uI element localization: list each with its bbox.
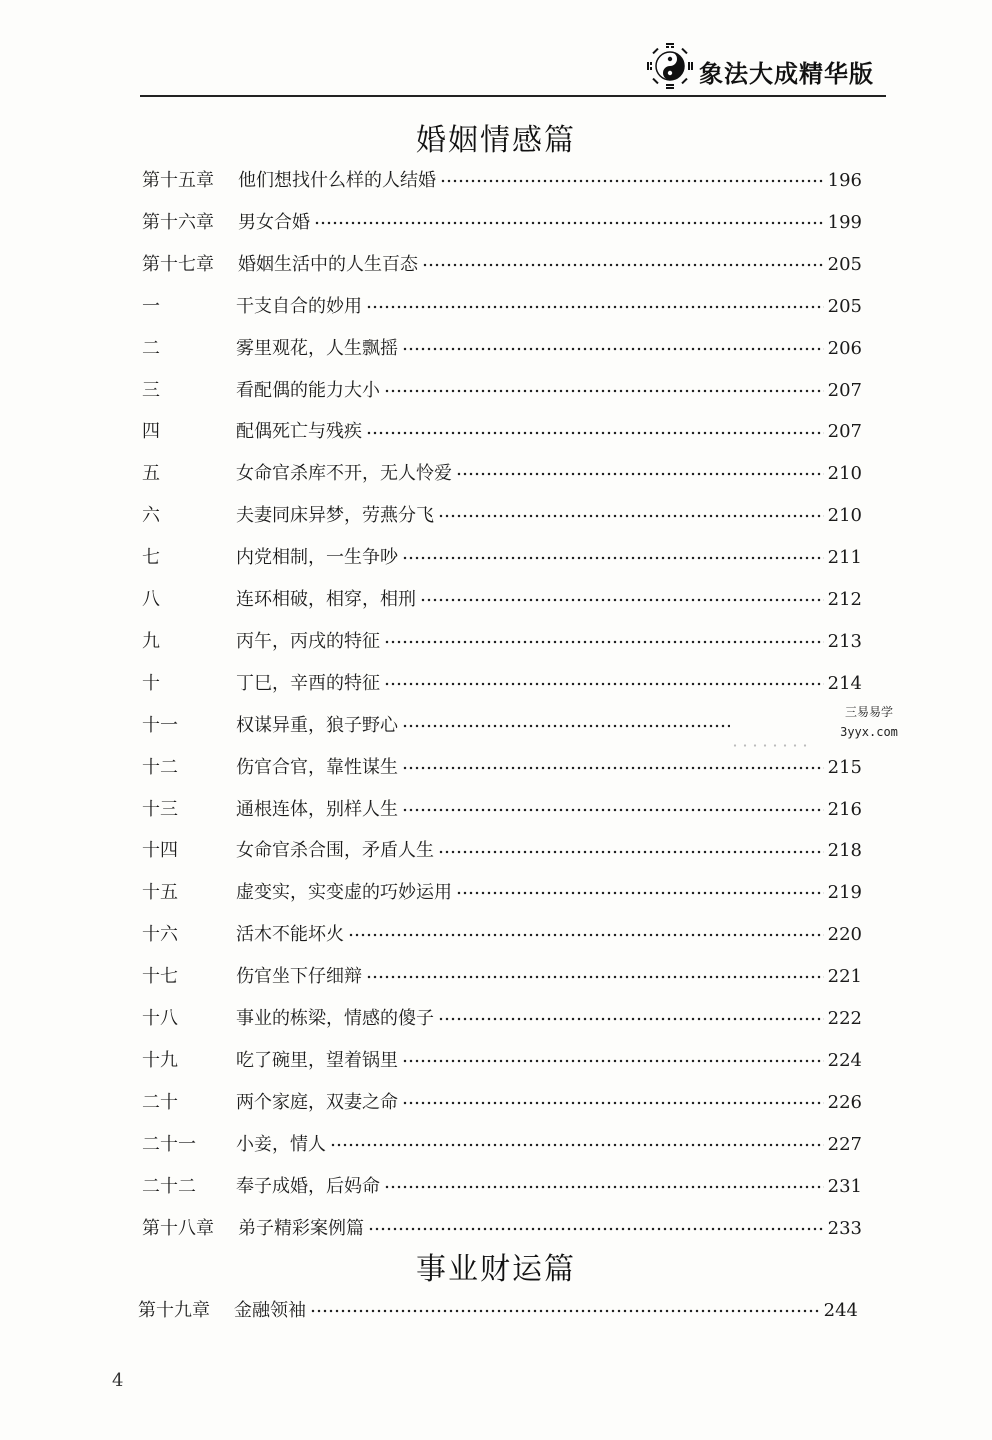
toc-number: 十五	[142, 882, 178, 904]
toc-page-number: 206	[827, 337, 862, 359]
toc-leader-dots	[402, 755, 824, 773]
yin-yang-bagua-icon	[646, 42, 694, 90]
toc-leader-dots	[402, 1090, 824, 1108]
toc-title: 婚姻生活中的人生百态	[238, 253, 418, 275]
toc-number: 第十九章	[138, 1300, 210, 1321]
toc-title: 丙午，丙戌的特征	[236, 630, 380, 652]
toc-page-number: 215	[827, 756, 862, 778]
toc-number: 四	[142, 421, 160, 443]
watermark-dots	[730, 744, 810, 747]
toc-item-row[interactable]	[142, 501, 862, 531]
toc-number: 第十六章	[142, 211, 214, 233]
toc-leader-dots	[348, 922, 824, 940]
toc-title: 活木不能坏火	[236, 924, 344, 946]
toc-page-number: 216	[827, 798, 862, 820]
toc-item-row[interactable]	[142, 1088, 862, 1118]
toc-page-number: 233	[827, 1217, 862, 1239]
toc-page-number: 212	[827, 589, 862, 610]
toc-title: 看配偶的能力大小	[236, 379, 380, 401]
toc-page-number: 210	[827, 505, 862, 527]
toc-page-number: 224	[827, 1049, 862, 1071]
toc-number: 十九	[142, 1049, 178, 1071]
toc-item-row[interactable]	[142, 1172, 862, 1202]
toc-chapter-row[interactable]	[142, 208, 862, 238]
toc-leader-dots	[310, 1298, 820, 1316]
toc-leader-dots	[384, 378, 824, 396]
toc-chapter-row[interactable]	[142, 166, 862, 196]
toc-page-number: 222	[827, 1008, 862, 1029]
toc-number: 一	[142, 295, 160, 317]
toc-title: 小妾，情人	[236, 1133, 326, 1155]
section-title: 婚姻情感篇	[416, 123, 576, 158]
toc-page-number: 244	[823, 1300, 858, 1321]
toc-leader-dots	[422, 252, 824, 270]
header-rule	[140, 95, 886, 97]
toc-page-number: 218	[827, 840, 862, 862]
toc-number: 二十二	[142, 1175, 196, 1197]
toc-title: 内党相制，一生争吵	[236, 547, 398, 569]
toc-title: 女命官杀合围，矛盾人生	[236, 840, 434, 862]
section-title: 事业财运篇	[416, 1252, 576, 1287]
toc-chapter-row[interactable]	[142, 1214, 862, 1244]
toc-item-row[interactable]	[142, 753, 862, 783]
toc-item-row[interactable]	[142, 878, 862, 908]
toc-item-row[interactable]	[142, 334, 862, 364]
toc-title: 丁巳，辛酉的特征	[236, 672, 380, 694]
toc-page-number: 196	[827, 170, 862, 191]
toc-leader-dots	[440, 168, 824, 186]
toc-number: 十	[142, 672, 160, 694]
toc-title: 奉子成婚，后妈命	[236, 1175, 380, 1197]
toc-page-number: 213	[827, 630, 862, 652]
toc-item-row[interactable]	[142, 627, 862, 657]
toc-title: 吃了碗里，望着锅里	[236, 1049, 398, 1071]
toc-leader-dots	[402, 797, 824, 815]
toc-title: 干支自合的妙用	[236, 295, 362, 317]
toc-number: 十七	[142, 966, 178, 988]
toc-number: 第十七章	[142, 253, 214, 275]
watermark-line: 三易易学	[844, 705, 893, 719]
toc-title: 连环相破，相穿，相刑	[236, 589, 416, 610]
toc-page-number: 205	[827, 295, 862, 317]
toc-page-number: 226	[827, 1091, 862, 1113]
toc-page-number: 214	[827, 672, 862, 694]
toc-item-row[interactable]	[142, 292, 862, 322]
toc-item-row[interactable]	[142, 459, 862, 489]
toc-number: 第十八章	[142, 1217, 214, 1239]
toc-leader-dots	[438, 838, 824, 856]
book-title: 象法大成精华版	[699, 60, 874, 88]
toc-page-number: 207	[827, 379, 862, 401]
toc-page-number: 211	[827, 547, 862, 569]
toc-title: 通根连体，别样人生	[236, 798, 398, 820]
toc-number: 十一	[142, 714, 178, 736]
toc-leader-dots	[384, 629, 824, 647]
toc-page-number: 199	[827, 211, 862, 233]
toc-leader-dots	[368, 1216, 824, 1234]
toc-item-row[interactable]	[142, 1130, 862, 1160]
toc-number: 十二	[142, 756, 178, 778]
toc-leader-dots	[438, 1006, 824, 1024]
toc-item-row[interactable]	[142, 543, 862, 573]
toc-number: 十六	[142, 924, 178, 946]
toc-title: 雾里观花，人生飘摇	[236, 337, 398, 359]
toc-leader-dots	[384, 1174, 824, 1192]
toc-page-number: 220	[827, 924, 862, 946]
toc-number: 十四	[142, 840, 178, 862]
toc-item-row[interactable]	[142, 376, 862, 406]
toc-number: 六	[142, 505, 160, 527]
toc-leader-dots	[420, 587, 824, 605]
toc-item-row[interactable]	[142, 962, 862, 992]
toc-leader-dots	[402, 336, 824, 354]
toc-title: 伤官合官，靠性谋生	[236, 756, 398, 778]
toc-number: 二	[142, 337, 160, 359]
toc-item-row[interactable]	[142, 920, 862, 950]
toc-title: 男女合婚	[238, 211, 310, 233]
toc-item-row[interactable]	[142, 669, 862, 699]
toc-item-row[interactable]	[142, 836, 862, 866]
site-watermark	[824, 702, 914, 742]
toc-page-number: 207	[827, 421, 862, 443]
watermark-line: 3yyx.com	[840, 725, 898, 739]
toc-chapter-row[interactable]	[142, 250, 862, 280]
toc-page-number: 231	[827, 1175, 862, 1197]
toc-leader-dots	[366, 294, 824, 312]
toc-item-row[interactable]	[142, 585, 862, 615]
toc-page-number: 227	[827, 1133, 862, 1155]
toc-leader-dots	[366, 964, 824, 982]
toc-number: 九	[142, 630, 160, 652]
toc-leader-dots	[438, 503, 824, 521]
toc-title: 权谋异重，狼子野心	[236, 714, 398, 736]
toc-title: 两个家庭，双妻之命	[236, 1091, 398, 1113]
toc-leader-dots	[402, 545, 824, 563]
toc-item-row[interactable]	[142, 1004, 862, 1034]
toc-leader-dots	[402, 1048, 824, 1066]
toc-title: 夫妻同床异梦，劳燕分飞	[236, 505, 434, 527]
toc-item-row[interactable]	[142, 711, 734, 741]
page-number: 4	[112, 1370, 124, 1391]
toc-page-number: 210	[827, 463, 862, 485]
toc-item-row[interactable]	[142, 417, 862, 447]
toc-chapter-row[interactable]	[138, 1296, 858, 1326]
toc-number: 五	[142, 463, 160, 485]
toc-title: 配偶死亡与残疾	[236, 421, 362, 443]
toc-number: 二十一	[142, 1133, 196, 1155]
toc-title: 事业的栋梁，情感的傻子	[236, 1008, 434, 1029]
toc-leader-dots	[330, 1132, 824, 1150]
toc-number: 三	[142, 379, 160, 401]
toc-leader-dots	[384, 671, 824, 689]
toc-number: 二十	[142, 1091, 178, 1113]
toc-page-number: 219	[827, 882, 862, 904]
toc-leader-dots	[402, 713, 730, 731]
toc-page-number: 205	[827, 253, 862, 275]
toc-title: 金融领袖	[234, 1300, 306, 1321]
toc-title: 他们想找什么样的人结婚	[238, 170, 436, 191]
running-header	[140, 40, 886, 100]
toc-item-row[interactable]	[142, 795, 862, 825]
toc-leader-dots	[366, 419, 824, 437]
toc-title: 弟子精彩案例篇	[238, 1217, 364, 1239]
toc-title: 虚变实，实变虚的巧妙运用	[236, 882, 452, 904]
toc-title: 女命官杀库不开，无人怜爱	[236, 463, 452, 485]
toc-leader-dots	[456, 880, 824, 898]
toc-leader-dots	[314, 210, 824, 228]
toc-number: 十八	[142, 1008, 178, 1029]
toc-page-number: 221	[827, 966, 862, 988]
toc-number: 第十五章	[142, 170, 214, 191]
toc-title: 伤官坐下仔细辩	[236, 966, 362, 988]
toc-number: 八	[142, 589, 160, 610]
toc-number: 七	[142, 547, 160, 569]
toc-leader-dots	[456, 461, 824, 479]
toc-item-row[interactable]	[142, 1046, 862, 1076]
toc-number: 十三	[142, 798, 178, 820]
